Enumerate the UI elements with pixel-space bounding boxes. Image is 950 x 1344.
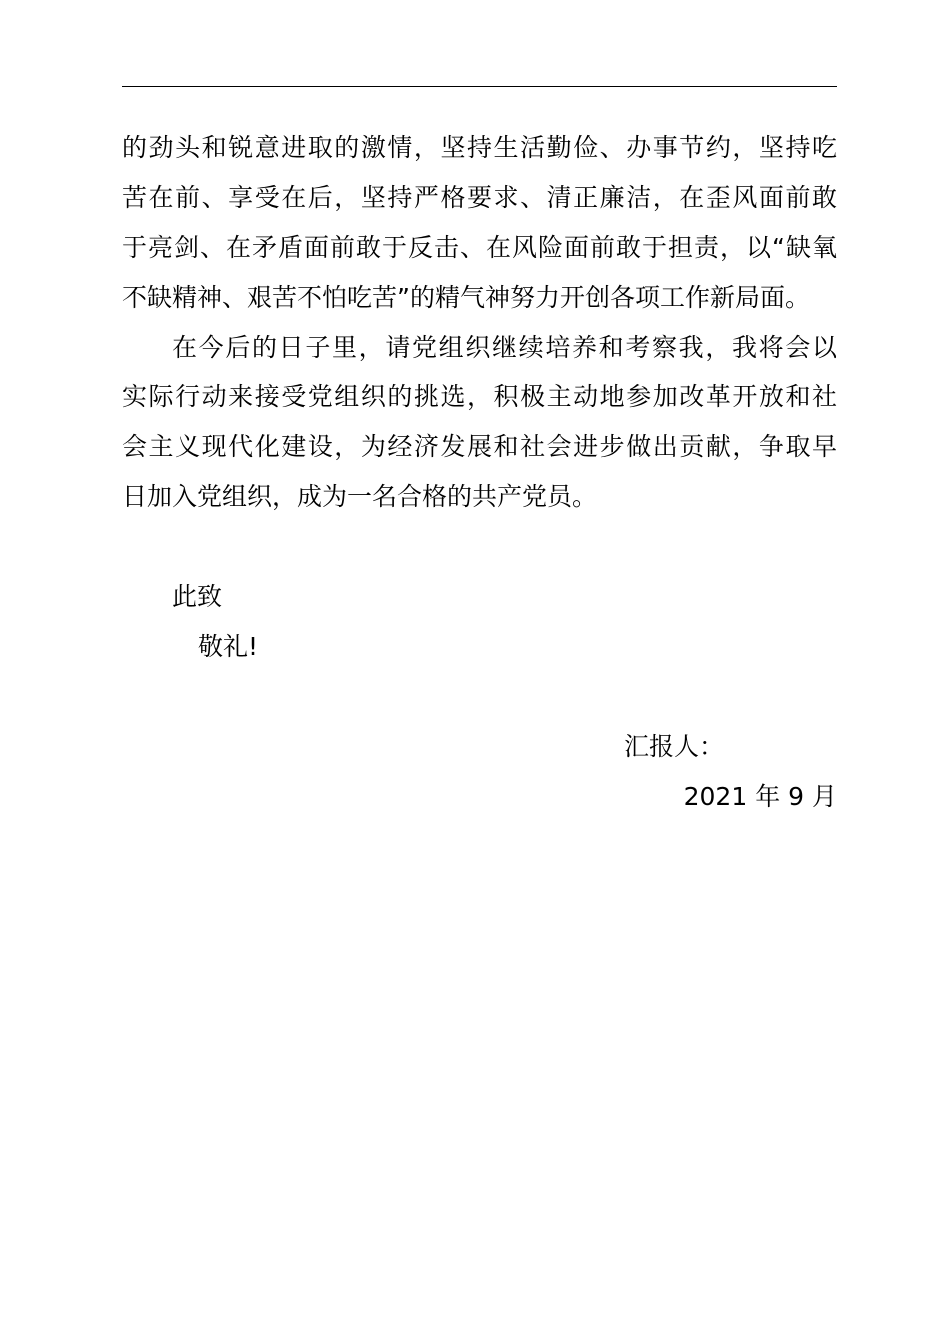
paragraph-line: 的劲头和锐意进取的激情，坚持生活勤俭、办事节约，坚持吃: [122, 133, 837, 162]
paragraph-line: 在今后的日子里，请党组织继续培养和考察我，我将会以: [172, 333, 837, 362]
report-date: 2021 年 9 月: [683, 782, 837, 811]
paragraph-line: 会主义现代化建设，为经济发展和社会进步做出贡献，争取早: [122, 432, 837, 461]
closing-regards: 敬礼!: [198, 632, 259, 661]
paragraph-line: 苦在前、享受在后，坚持严格要求、清正廉洁，在歪风面前敢: [122, 183, 837, 212]
closing-salutation: 此致: [172, 582, 223, 611]
paragraph-line: 不缺精神、艰苦不怕吃苦”的精气神努力开创各项工作新局面。: [122, 283, 810, 312]
paragraph-line: 于亮剑、在矛盾面前敢于反击、在风险面前敢于担责，以“缺氧: [122, 233, 837, 262]
header-rule: [122, 86, 837, 87]
reporter-label: 汇报人：: [624, 732, 725, 761]
paragraph-line: 日加入党组织，成为一名合格的共产党员。: [122, 482, 598, 511]
paragraph-line: 实际行动来接受党组织的挑选，积极主动地参加改革开放和社: [122, 382, 837, 411]
